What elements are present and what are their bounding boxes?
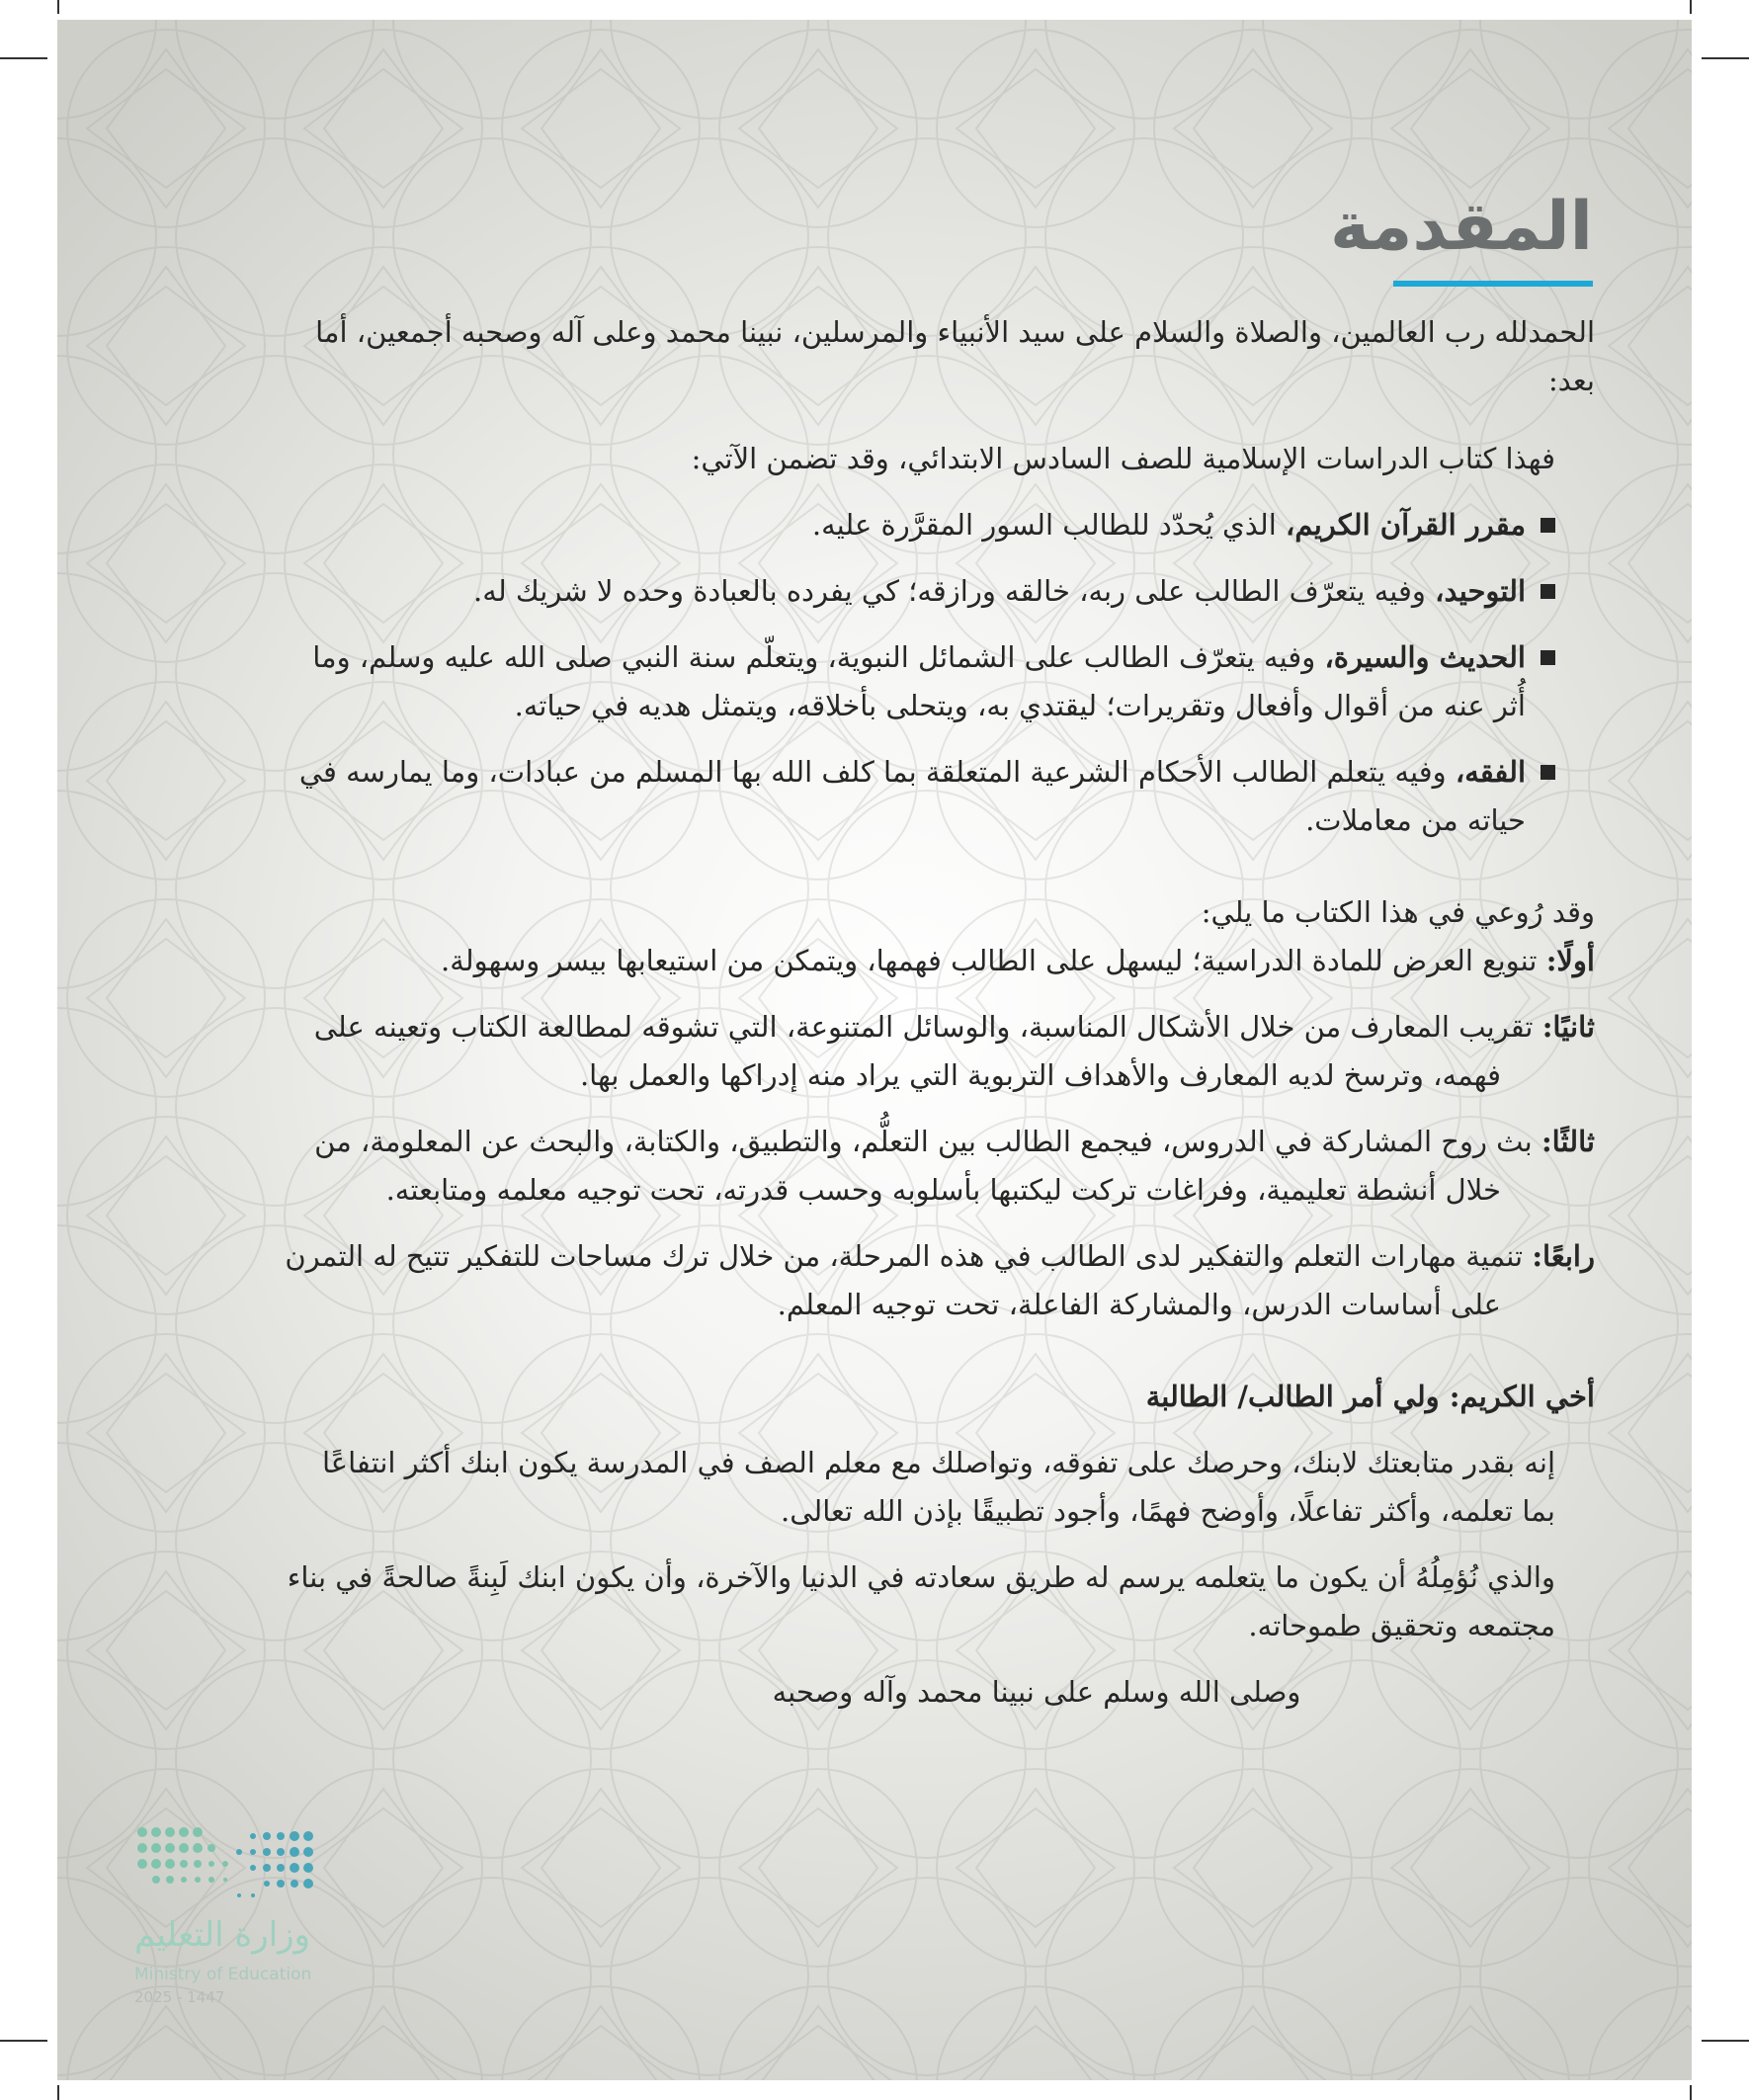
bullet-text: الذي يُحدّد للطالب السور المقرَّرة عليه. (811, 508, 1287, 542)
point-fourth (281, 1232, 1595, 1329)
bullet-bold-label: مقرر القرآن الكريم، (1286, 508, 1526, 542)
crop-mark (57, 2085, 59, 2100)
crop-mark (0, 57, 47, 59)
logo-dots-icon (136, 1824, 324, 1903)
opening-paragraph: الحمدلله رب العالمين، والصلاة والسلام على سيد الأنبياء والمرسلين، نبينا محمد وعلى آله وصحبه أجمعين، أما بعد: (315, 315, 1595, 397)
page-title-block (1296, 178, 1593, 287)
logo-arabic-name: وزارة التعليم (134, 1915, 310, 1955)
page-title: المقدمة (1330, 188, 1593, 266)
title-underline (1393, 281, 1593, 287)
guardian-heading: أخي الكريم: ولي أمر الطالب/ الطالبة (1145, 1380, 1595, 1413)
point-label: ثالثًا: (1541, 1125, 1595, 1158)
bullet-text: وفيه يتعلم الطالب الأحكام الشرعية المتعلقة بما كلف الله بها المسلم من عبادات، وما يمارسه في حياته من معاملات. (298, 755, 1526, 837)
guardian-paragraph-1: إنه بقدر متابعتك لابنك، وحرصك على تفوقه، وتواصلك مع معلم الصف في المدرسة يكون ابنك أكثر انتفاعًا بما تعلمه، وأكثر تفاعلًا، وأوضح فهمًا، وأجود تطبيقًا بإذن الله تعالى. (321, 1446, 1555, 1528)
point-label: رابعًا: (1532, 1239, 1595, 1273)
bullet-bold-label: الفقه، (1455, 755, 1526, 789)
point-second (281, 1003, 1595, 1100)
point-third (281, 1118, 1595, 1215)
bullet-item-tawheed (281, 567, 1595, 616)
page (57, 20, 1692, 2080)
bullet-item-hadith (281, 633, 1595, 730)
crop-mark (1702, 2040, 1749, 2042)
intro-paragraph: فهذا كتاب الدراسات الإسلامية للصف السادس الابتدائي، وقد تضمن الآتي: (691, 442, 1555, 475)
point-text: تقريب المعارف من خلال الأشكال المناسبة، والوسائل المتنوعة، التي تشوقه لمطالعة الكتاب وتعينه على فهمه، وترسخ لديه المعارف والأهداف التربوية التي يراد منه إدراكها والعمل بها. (313, 1010, 1542, 1092)
bullet-text: وفيه يتعرّف الطالب على ربه، خالقه ورازقه؛ كي يفرده بالعبادة وحده لا شريك له. (473, 574, 1436, 608)
point-label: أولًا: (1545, 944, 1595, 977)
bullet-text: وفيه يتعرّف الطالب على الشمائل النبوية، ويتعلّم سنة النبي صلى الله عليه وسلم، وما أُثر عنه من أقوال وأفعال وتقريرات؛ ليقتدي به، ويتحلى بأخلاقه، ويتمثل هديه في حياته. (312, 640, 1526, 722)
point-text: تنويع العرض للمادة الدراسية؛ ليسهل على الطالب فهمها، ويتمكن من استيعابها بيسر وسهولة. (441, 944, 1546, 977)
crop-mark (1690, 0, 1692, 14)
ministry-logo (97, 1824, 324, 2012)
crop-mark (57, 0, 59, 14)
logo-year: 2025 - 1447 (134, 1988, 225, 2006)
bullet-bold-label: التوحيد، (1435, 574, 1526, 608)
crop-mark (1690, 2085, 1692, 2100)
closing-line: وصلى الله وسلم على نبينا محمد وآله وصحبه (772, 1675, 1301, 1709)
bullet-item-fiqh (281, 748, 1595, 845)
point-label: ثانيًا: (1541, 1010, 1595, 1044)
logo-english-name: Ministry of Education (134, 1965, 312, 1984)
main-content (281, 308, 1595, 1717)
point-text: تنمية مهارات التعلم والتفكير لدى الطالب في هذه المرحلة، من خلال ترك مساحات للتفكير تتيح له التمرن على أساسات الدرس، والمشاركة الفاعلة، تحت توجيه المعلم. (285, 1239, 1533, 1321)
bullet-item-quran (281, 501, 1595, 549)
point-text: بث روح المشاركة في الدروس، فيجمع الطالب بين التعلُّم، والتطبيق، والكتابة، والبحث عن المعلومة، من خلال أنشطة تعليمية، وفراغات تركت ليكتبها بأسلوبه وحسب قدرته، تحت توجيه معلمه ومتابعته. (314, 1125, 1541, 1207)
point-first (281, 937, 1595, 985)
bullet-bold-label: الحديث والسيرة، (1324, 640, 1526, 674)
crop-mark (1702, 57, 1749, 59)
crop-mark (0, 2040, 47, 2042)
considered-intro: وقد رُوعي في هذا الكتاب ما يلي: (1201, 895, 1595, 929)
guardian-paragraph-2: والذي نُؤمِلُهُ أن يكون ما يتعلمه يرسم له طريق سعادته في الدنيا والآخرة، وأن يكون ابنك لَبِنةً صالحةً في بناء مجتمعه وتحقيق طموحاته. (287, 1560, 1555, 1642)
